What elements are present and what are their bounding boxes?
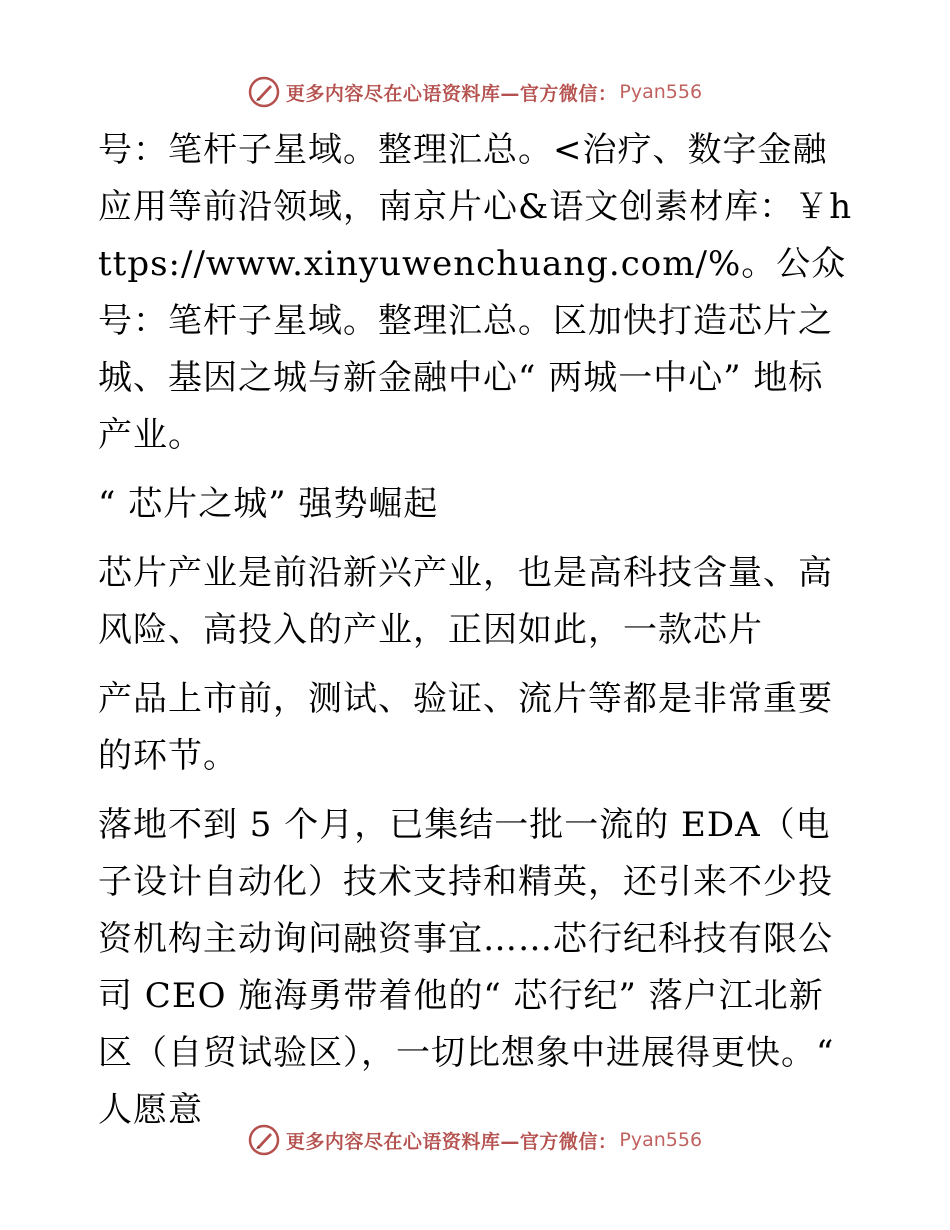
watermark-wechat-id: Pyan556 xyxy=(619,1129,703,1151)
watermark-wechat-id: Pyan556 xyxy=(619,81,703,103)
watermark-text: 更多内容尽在心语资料库—官方微信： xyxy=(285,82,618,105)
paragraph-2: 芯片产业是前沿新兴产业，也是高科技含量、高风险、高投入的产业，正因如此，一款芯片 xyxy=(98,553,833,650)
footer-watermark xyxy=(0,1120,950,1160)
quill-logo-icon xyxy=(248,76,280,108)
quill-logo-icon xyxy=(248,1124,280,1156)
header-watermark xyxy=(0,72,950,112)
section-heading: “ 芯片之城” 强势崛起 xyxy=(98,484,439,524)
paragraph-4: 落地不到 5 个月，已集结一批一流的 EDA（电子设计自动化）技术支持和精英，还引来不少投资机构主动询问融资事宜……芯行纪科技有限公司 CEO 施海勇带着他的“ 芯行纪” 落户江北新区（自贸试验区），一切比想象中进展得更快。“ 人愿意 xyxy=(98,805,835,1130)
watermark-text: 更多内容尽在心语资料库—官方微信： xyxy=(285,1130,618,1153)
document-body xyxy=(98,122,858,1151)
paragraph-3: 产品上市前，测试、验证、流片等都是非常重要的环节。 xyxy=(98,679,833,776)
paragraph-1: 号：笔杆子星域。整理汇总。<治疗、数字金融应用等前沿领域，南京片心&语文创素材库：￥https://www.xinyuwenchuang.com/%。公众号：笔杆子星域。整理汇总。区加快打造芯片之城、基因之城与新金融中心“ 两城一中心” 地标产业。 xyxy=(98,130,853,455)
